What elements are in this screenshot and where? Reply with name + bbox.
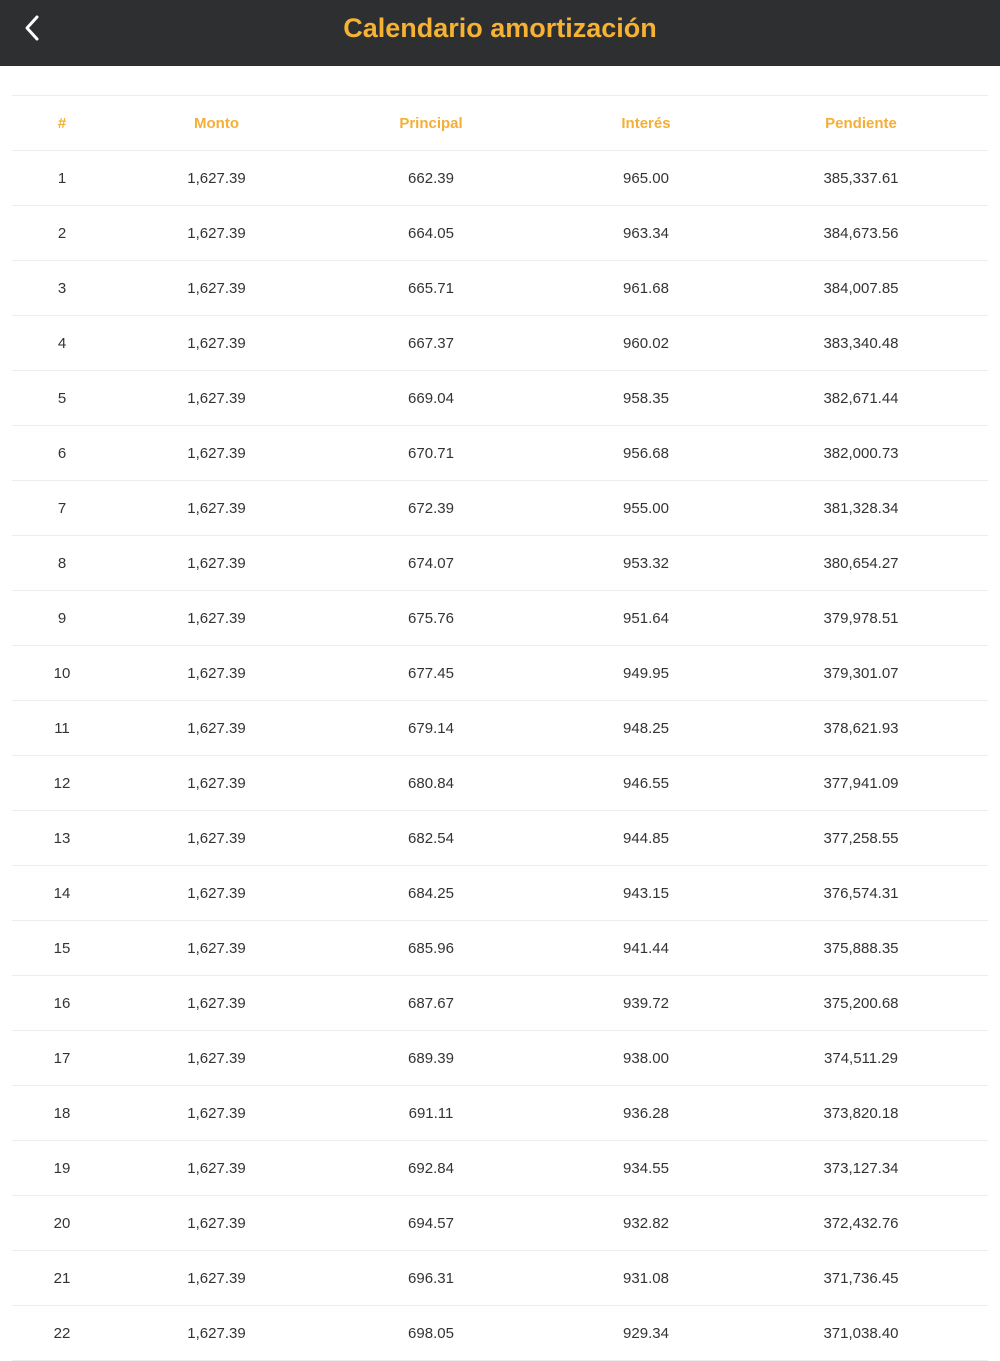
cell-number: 10 [53, 664, 71, 682]
cell-monto: 1,627.39 [187, 1324, 246, 1342]
cell-principal: 679.14 [408, 719, 454, 737]
cell-number: 1 [57, 169, 67, 187]
column-header-number: # [57, 114, 67, 132]
cell-interes: 963.34 [623, 224, 669, 242]
amortization-table [12, 95, 988, 1361]
cell-principal: 672.39 [408, 499, 454, 517]
cell-interes: 956.68 [623, 444, 669, 462]
table-header-row [12, 96, 988, 151]
cell-principal: 684.25 [408, 884, 454, 902]
cell-interes: 944.85 [623, 829, 669, 847]
table-row [12, 921, 988, 976]
cell-monto: 1,627.39 [187, 444, 246, 462]
cell-pendiente: 384,673.56 [823, 224, 899, 242]
cell-principal: 696.31 [408, 1269, 454, 1287]
table-row [12, 1196, 988, 1251]
cell-pendiente: 375,888.35 [823, 939, 899, 957]
cell-number: 13 [53, 829, 71, 847]
cell-interes: 953.32 [623, 554, 669, 572]
cell-principal: 665.71 [408, 279, 454, 297]
table-row [12, 1251, 988, 1306]
table-row [12, 701, 988, 756]
cell-interes: 948.25 [623, 719, 669, 737]
cell-interes: 960.02 [623, 334, 669, 352]
table-body [12, 151, 988, 1361]
table-row [12, 866, 988, 921]
cell-number: 12 [53, 774, 71, 792]
table-row [12, 1141, 988, 1196]
table-row [12, 646, 988, 701]
cell-pendiente: 375,200.68 [823, 994, 899, 1012]
cell-principal: 674.07 [408, 554, 454, 572]
cell-pendiente: 378,621.93 [823, 719, 899, 737]
cell-number: 22 [53, 1324, 71, 1342]
cell-number: 17 [53, 1049, 71, 1067]
cell-monto: 1,627.39 [187, 279, 246, 297]
cell-monto: 1,627.39 [187, 1159, 246, 1177]
cell-pendiente: 380,654.27 [823, 554, 899, 572]
table-row [12, 151, 988, 206]
cell-interes: 934.55 [623, 1159, 669, 1177]
cell-number: 5 [57, 389, 67, 407]
cell-monto: 1,627.39 [187, 1049, 246, 1067]
cell-pendiente: 385,337.61 [823, 169, 899, 187]
cell-principal: 682.54 [408, 829, 454, 847]
column-header-pendiente: Pendiente [825, 114, 897, 132]
cell-number: 3 [57, 279, 67, 297]
cell-interes: 946.55 [623, 774, 669, 792]
table-row [12, 206, 988, 261]
cell-monto: 1,627.39 [187, 719, 246, 737]
cell-number: 19 [53, 1159, 71, 1177]
cell-number: 16 [53, 994, 71, 1012]
cell-number: 4 [57, 334, 67, 352]
cell-interes: 961.68 [623, 279, 669, 297]
cell-principal: 669.04 [408, 389, 454, 407]
cell-principal: 689.39 [408, 1049, 454, 1067]
cell-principal: 667.37 [408, 334, 454, 352]
table-row [12, 426, 988, 481]
cell-monto: 1,627.39 [187, 1104, 246, 1122]
column-header-interes: Interés [621, 114, 671, 132]
table-row [12, 536, 988, 591]
cell-monto: 1,627.39 [187, 884, 246, 902]
cell-principal: 675.76 [408, 609, 454, 627]
cell-monto: 1,627.39 [187, 994, 246, 1012]
cell-pendiente: 374,511.29 [824, 1049, 898, 1067]
cell-monto: 1,627.39 [187, 554, 246, 572]
table-row [12, 591, 988, 646]
cell-interes: 943.15 [623, 884, 669, 902]
cell-interes: 949.95 [623, 664, 669, 682]
cell-pendiente: 383,340.48 [823, 334, 899, 352]
table-row [12, 371, 988, 426]
cell-pendiente: 382,671.44 [823, 389, 899, 407]
top-bar [0, 0, 1000, 66]
cell-monto: 1,627.39 [187, 1214, 246, 1232]
cell-pendiente: 371,038.40 [823, 1324, 899, 1342]
table-row [12, 261, 988, 316]
cell-interes: 932.82 [623, 1214, 669, 1232]
cell-monto: 1,627.39 [187, 169, 246, 187]
cell-number: 2 [57, 224, 67, 242]
cell-interes: 939.72 [623, 994, 669, 1012]
cell-monto: 1,627.39 [187, 224, 246, 242]
cell-interes: 951.64 [623, 609, 669, 627]
cell-pendiente: 381,328.34 [823, 499, 899, 517]
cell-pendiente: 373,127.34 [823, 1159, 899, 1177]
cell-principal: 692.84 [408, 1159, 454, 1177]
column-header-monto: Monto [194, 114, 239, 132]
cell-number: 11 [54, 719, 70, 737]
cell-pendiente: 373,820.18 [823, 1104, 899, 1122]
cell-principal: 670.71 [408, 444, 454, 462]
cell-monto: 1,627.39 [187, 829, 246, 847]
cell-principal: 687.67 [408, 994, 454, 1012]
cell-interes: 965.00 [623, 169, 669, 187]
cell-interes: 936.28 [623, 1104, 669, 1122]
table-row [12, 481, 988, 536]
cell-monto: 1,627.39 [187, 1269, 246, 1287]
cell-number: 9 [57, 609, 67, 627]
cell-number: 7 [57, 499, 67, 517]
column-header-principal: Principal [399, 114, 463, 132]
page-title: Calendario amortización [343, 13, 657, 43]
table-row [12, 1086, 988, 1141]
cell-monto: 1,627.39 [187, 939, 246, 957]
table-row [12, 976, 988, 1031]
cell-principal: 685.96 [408, 939, 454, 957]
cell-number: 6 [57, 444, 67, 462]
table-row [12, 811, 988, 866]
cell-pendiente: 379,978.51 [823, 609, 899, 627]
cell-interes: 929.34 [623, 1324, 669, 1342]
cell-monto: 1,627.39 [187, 664, 246, 682]
cell-principal: 694.57 [408, 1214, 454, 1232]
table-row [12, 1031, 988, 1086]
cell-principal: 698.05 [408, 1324, 454, 1342]
cell-number: 18 [53, 1104, 71, 1122]
cell-interes: 931.08 [623, 1269, 669, 1287]
cell-monto: 1,627.39 [187, 499, 246, 517]
cell-principal: 691.11 [408, 1104, 454, 1122]
cell-number: 8 [57, 554, 67, 572]
cell-monto: 1,627.39 [187, 774, 246, 792]
cell-pendiente: 377,258.55 [823, 829, 899, 847]
cell-monto: 1,627.39 [187, 609, 246, 627]
cell-number: 21 [53, 1269, 71, 1287]
cell-number: 15 [53, 939, 71, 957]
cell-interes: 938.00 [623, 1049, 669, 1067]
cell-principal: 662.39 [408, 169, 454, 187]
cell-principal: 677.45 [408, 664, 454, 682]
cell-interes: 955.00 [623, 499, 669, 517]
cell-principal: 664.05 [408, 224, 454, 242]
cell-pendiente: 376,574.31 [823, 884, 899, 902]
cell-pendiente: 382,000.73 [823, 444, 899, 462]
cell-number: 14 [53, 884, 71, 902]
cell-principal: 680.84 [408, 774, 454, 792]
cell-pendiente: 371,736.45 [823, 1269, 899, 1287]
cell-interes: 958.35 [623, 389, 669, 407]
cell-pendiente: 384,007.85 [823, 279, 899, 297]
cell-monto: 1,627.39 [187, 389, 246, 407]
cell-pendiente: 377,941.09 [823, 774, 899, 792]
table-row [12, 316, 988, 371]
table-row [12, 756, 988, 811]
cell-interes: 941.44 [623, 939, 669, 957]
cell-monto: 1,627.39 [187, 334, 246, 352]
cell-pendiente: 372,432.76 [823, 1214, 899, 1232]
cell-number: 20 [53, 1214, 71, 1232]
cell-pendiente: 379,301.07 [823, 664, 899, 682]
